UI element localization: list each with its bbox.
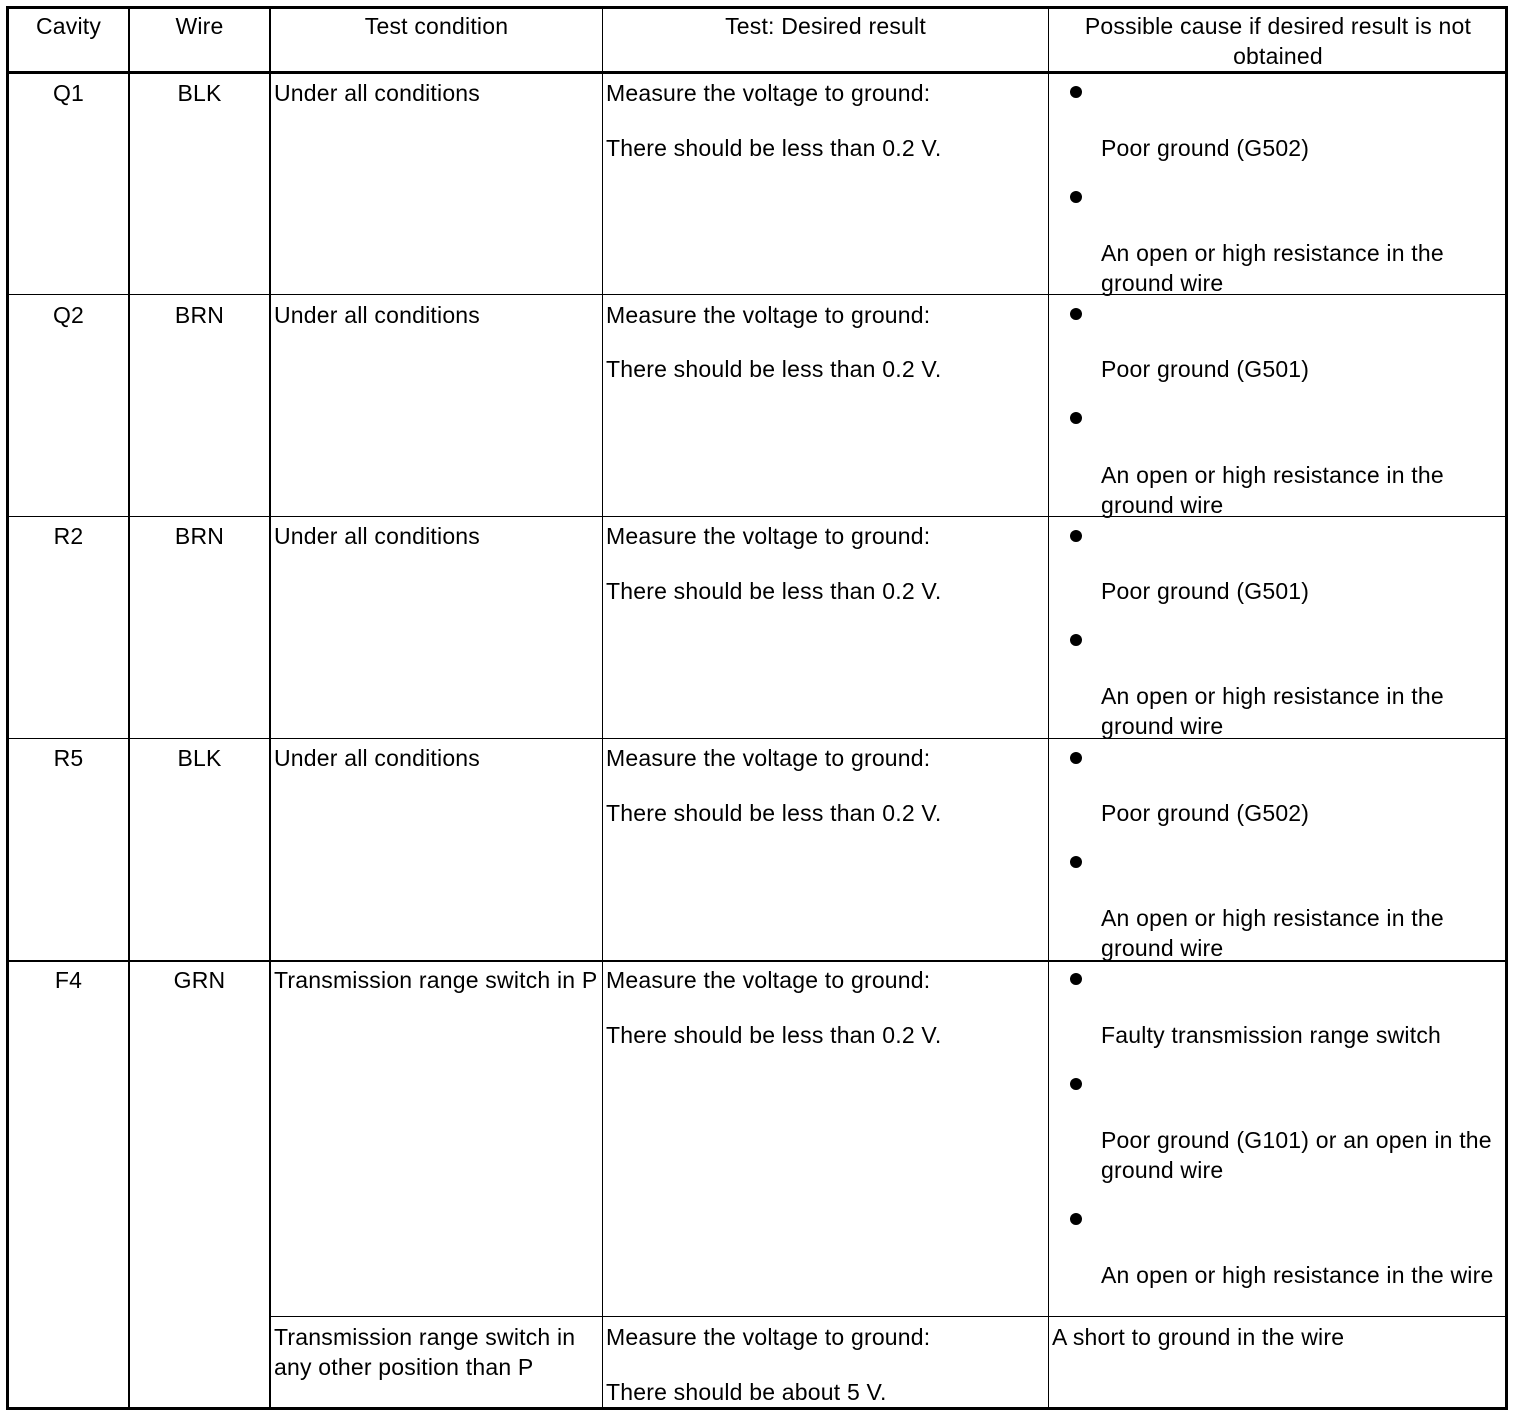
cavity-cell: R2 <box>53 523 84 549</box>
header-desired-result: Test: Desired result <box>725 13 926 39</box>
cavity-cell: Q2 <box>52 302 85 328</box>
cause-item: Poor ground (G101) or an open in the ground wire <box>1101 1127 1492 1183</box>
header-possible-cause: Possible cause if desired result is not obtained <box>1084 13 1472 69</box>
wire-cell: BRN <box>174 523 225 549</box>
condition-cell: Under all conditions <box>274 523 481 549</box>
bullet-icon <box>1070 856 1082 868</box>
column-divider <box>269 6 271 1410</box>
result-instruction: Measure the voltage to ground: <box>606 523 931 549</box>
cause-item: Poor ground (G502) <box>1101 800 1310 826</box>
bullet-icon <box>1070 191 1082 203</box>
bullet-icon <box>1070 752 1082 764</box>
condition-cell: Under all conditions <box>274 80 481 106</box>
condition-cell: Under all conditions <box>274 302 481 328</box>
bullet-icon <box>1070 412 1082 424</box>
table-right-border <box>1505 6 1508 1410</box>
table-top-border <box>6 6 1508 9</box>
cause-item: Poor ground (G501) <box>1101 356 1310 382</box>
result-instruction: Measure the voltage to ground: <box>606 967 931 993</box>
wire-cell: BLK <box>177 80 222 106</box>
wire-cell: GRN <box>173 967 226 993</box>
result-expected: There should be less than 0.2 V. <box>606 578 942 604</box>
cause-item: An open or high resistance in the ground wire <box>1101 240 1444 296</box>
bullet-icon <box>1070 530 1082 542</box>
cause-item: An open or high resistance in the ground wire <box>1101 683 1444 739</box>
cavity-cell: Q1 <box>52 80 85 106</box>
bullet-icon <box>1070 634 1082 646</box>
bullet-icon <box>1070 308 1082 320</box>
condition-cell: Transmission range switch in P <box>274 967 598 993</box>
column-divider <box>602 6 603 1410</box>
header-cavity: Cavity <box>35 13 102 39</box>
cause-item: Faulty transmission range switch <box>1101 1022 1442 1048</box>
bullet-icon <box>1070 973 1082 985</box>
result-instruction: Measure the voltage to ground: <box>606 1324 931 1350</box>
bullet-icon <box>1070 86 1082 98</box>
condition-cell: Transmission range switch in any other position than P <box>274 1324 576 1380</box>
column-divider <box>128 6 130 1410</box>
cause-item: An open or high resistance in the wire <box>1101 1262 1494 1288</box>
result-expected: There should be less than 0.2 V. <box>606 356 942 382</box>
result-instruction: Measure the voltage to ground: <box>606 745 931 771</box>
cause-item: Poor ground (G502) <box>1101 135 1310 161</box>
column-divider <box>1048 6 1049 1410</box>
table-bottom-border <box>6 1407 1508 1410</box>
wire-cell: BRN <box>174 302 225 328</box>
sub-row-divider <box>270 1316 1508 1317</box>
result-instruction: Measure the voltage to ground: <box>606 80 931 106</box>
result-expected: There should be less than 0.2 V. <box>606 1022 942 1048</box>
cavity-cell: R5 <box>53 745 84 771</box>
bullet-icon <box>1070 1213 1082 1225</box>
header-bottom-border <box>6 71 1508 74</box>
cavity-cell: F4 <box>54 967 83 993</box>
cause-cell: A short to ground in the wire <box>1052 1324 1345 1350</box>
cause-item: Poor ground (G501) <box>1101 578 1310 604</box>
cause-item: An open or high resistance in the ground wire <box>1101 462 1444 518</box>
condition-cell: Under all conditions <box>274 745 481 771</box>
result-instruction: Measure the voltage to ground: <box>606 302 931 328</box>
header-wire: Wire <box>175 13 224 39</box>
result-expected: There should be about 5 V. <box>606 1379 887 1405</box>
result-expected: There should be less than 0.2 V. <box>606 135 942 161</box>
result-expected: There should be less than 0.2 V. <box>606 800 942 826</box>
cause-item: An open or high resistance in the ground wire <box>1101 905 1444 961</box>
wire-cell: BLK <box>177 745 222 771</box>
header-test-condition: Test condition <box>364 13 509 39</box>
table-left-border <box>6 6 9 1410</box>
bullet-icon <box>1070 1078 1082 1090</box>
